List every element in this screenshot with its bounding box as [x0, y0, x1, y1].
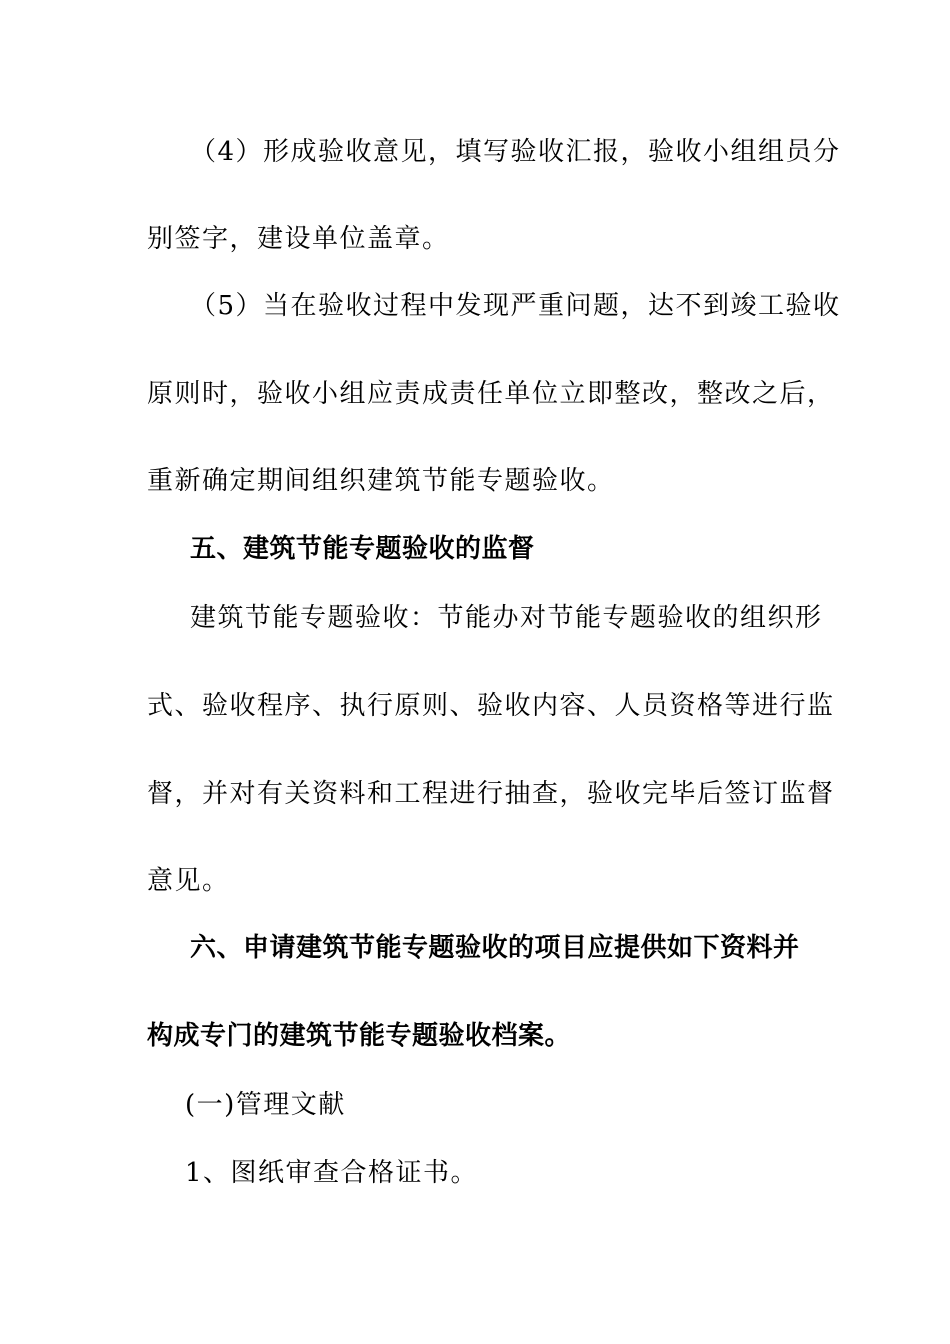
list-item-1: 1、图纸审查合格证书。: [185, 1158, 479, 1188]
section-heading-5: 五、建筑节能专题验收的监督: [190, 534, 535, 564]
section-heading-6-line-1: 六、申请建筑节能专题验收的项目应提供如下资料并: [190, 933, 800, 963]
paragraph-5-line-3: 重新确定期间组织建筑节能专题验收。: [147, 466, 615, 496]
paragraph-4-line-2: 别签字，建设单位盖章。: [147, 224, 450, 254]
paragraph-4-line-1: （4）形成验收意见，填写验收汇报，验收小组组员分: [190, 137, 841, 167]
paragraph-5-line-2: 原则时，验收小组应责成责任单位立即整改，整改之后，: [147, 379, 835, 409]
supervision-line-1: 建筑节能专题验收：节能办对节能专题验收的组织形: [190, 603, 823, 633]
supervision-line-4: 意见。: [147, 866, 230, 896]
section-heading-6-line-2: 构成专门的建筑节能专题验收档案。: [147, 1021, 572, 1051]
subheading-management-documents: (一)管理文献: [185, 1090, 346, 1120]
supervision-line-2: 式、验收程序、执行原则、验收内容、人员资格等进行监: [147, 691, 835, 721]
supervision-line-3: 督，并对有关资料和工程进行抽查，验收完毕后签订监督: [147, 779, 835, 809]
paragraph-5-line-1: （5）当在验收过程中发现严重问题，达不到竣工验收: [190, 291, 841, 321]
